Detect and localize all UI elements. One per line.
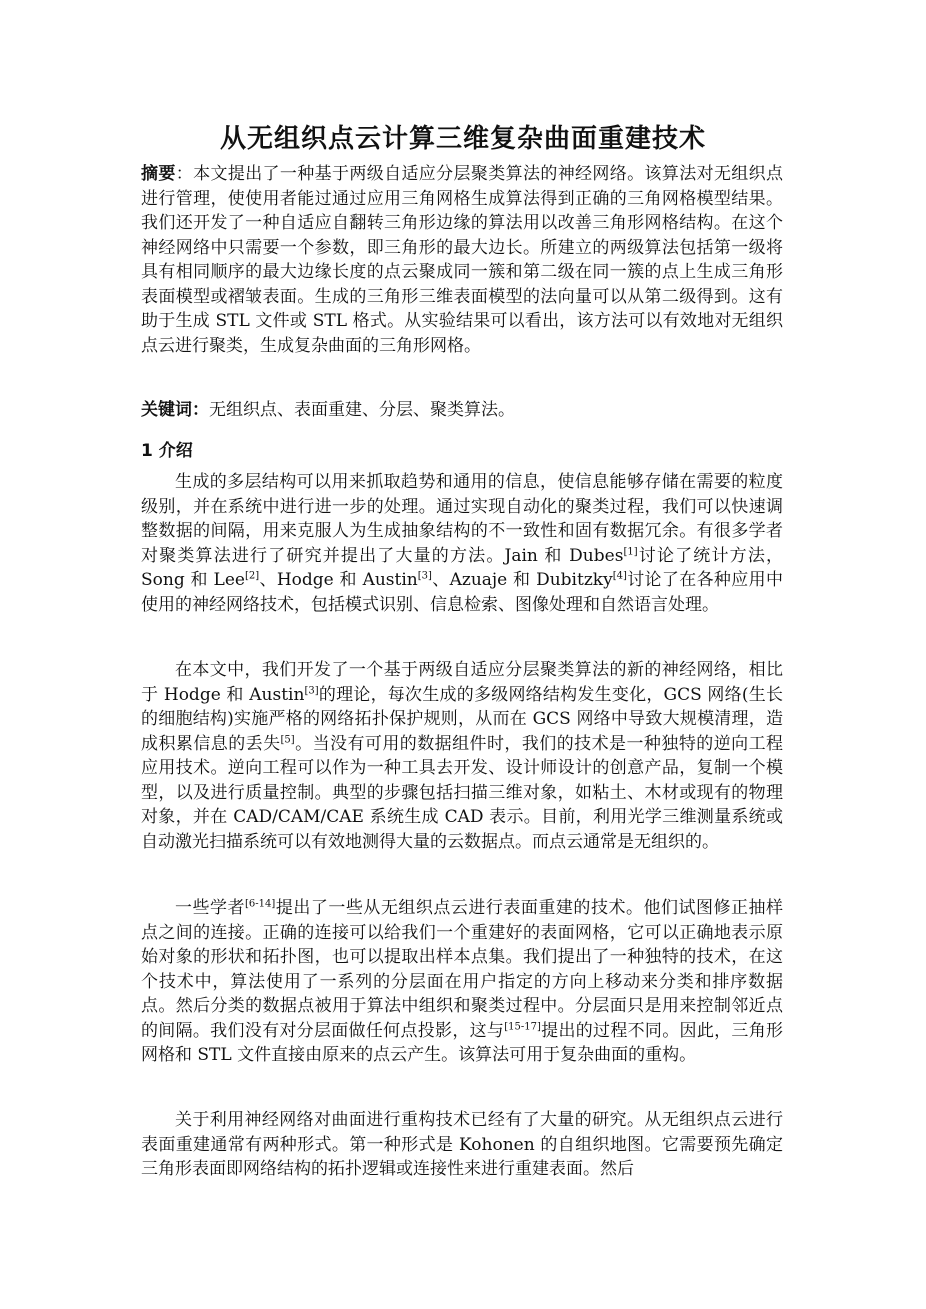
- citation-ref: [4]: [612, 570, 627, 582]
- citation-ref: [3]: [417, 570, 432, 582]
- paragraph-text: 、Hodge 和 Austin: [259, 570, 418, 590]
- keywords-text: 无组织点、表面重建、分层、聚类算法。: [209, 400, 515, 420]
- paragraph-text: 在本文中，我们开发了一个基于两级自适应分层聚类算法的新的神经网络，相比于 Hodge 和 Austin: [141, 660, 783, 705]
- paragraph-text: 讨论了在各种应用中使用的神经网络技术，包括模式识别、信息检索、图像处理和自然语言处理。: [141, 570, 783, 615]
- citation-ref: [15-17]: [504, 1020, 541, 1032]
- citation-ref: [6-14]: [245, 898, 276, 910]
- paragraph-1: [141, 470, 783, 617]
- citation-ref: [5]: [280, 733, 295, 745]
- section-heading-introduction: 1 介绍: [141, 441, 193, 461]
- abstract-text: 本文提出了一种基于两级自适应分层聚类算法的神经网络。该算法对无组织点进行管理，使使用者能过通过应用三角网格生成算法得到正确的三角网格模型结果。我们还开发了一种自适应自翻转三角形边缘的算法用以改善三角形网格结构。在这个神经网络中只需要一个参数，即三角形的最大边长。所建立的两级算法包括第一级将具有相同顺序的最大边缘长度的点云聚成同一簇和第二级在同一簇的点上生成三角形表面模型或褶皱表面。生成的三角形三维表面模型的法向量可以从第二级得到。这有助于生成 STL 文件或 STL 格式。从实验结果可以看出，该方法可以有效地对无组织点云进行聚类，生成复杂曲面的三角形网格。: [141, 164, 784, 356]
- paragraph-text: 提出的过程不同。因此，三角形网格和 STL 文件直接由原来的点云产生。该算法可用于复杂曲面的重构。: [141, 1020, 784, 1065]
- paragraph-text: 提出了一些从无组织点云进行表面重建的技术。他们试图修正抽样点之间的连接。正确的连接可以给我们一个重建好的表面网格，它可以正确地表示原始对象的形状和拓扑图，也可以提取出样本点集。我们提出了一种独特的技术，在这个技术中，算法使用了一系列的分层面在用户指定的方向上移动来分类和排序数据点。然后分类的数据点被用于算法中组织和聚类过程中。分层面只是用来控制邻近点的间隔。我们没有对分层面做任何点投影，这与: [141, 898, 784, 1041]
- paragraph-text: 一些学者: [175, 898, 246, 918]
- paragraph-text: 生成的多层结构可以用来抓取趋势和通用的信息，使信息能够存储在需要的粒度级别，并在系统中进行进一步的处理。通过实现自动化的聚类过程，我们可以快速调整数据的间隔，用来克服人为生成抽象结构的不一致性和固有数据冗余。有很多学者对聚类算法进行了研究并提出了大量的方法。Jain 和 Dubes: [141, 472, 783, 566]
- paper-title: 从无组织点云计算三维复杂曲面重建技术: [219, 124, 706, 154]
- paragraph-2: [141, 658, 783, 854]
- paragraph-text: 关于利用神经网络对曲面进行重构技术已经有了大量的研究。从无组织点云进行表面重建通常有两种形式。第一种形式是 Kohonen 的自组织地图。它需要预先确定三角形表面即网络结构的拓扑逻辑或连接性来进行重建表面。然后: [141, 1110, 783, 1179]
- keywords-label: 关键词：: [141, 400, 209, 420]
- abstract-colon: ：: [175, 164, 194, 184]
- paragraph-text: 。当没有可用的数据组件时，我们的技术是一种独特的逆向工程应用技术。逆向工程可以作为一种工具去开发、设计师设计的创意产品，复制一个模型，以及进行质量控制。典型的步骤包括扫描三维对象，如粘土、木材或现有的物理对象，并在 CAD/CAM/CAE 系统生成 CAD 表示。目前，利用光学三维测量系统或自动激光扫描系统可以有效地测得大量的云数据点。而点云通常是无组织的。: [141, 733, 784, 852]
- paragraph-text: 的理论，每次生成的多级网络结构发生变化，GCS 网络(生长的细胞结构)实施严格的网络拓扑保护规则，从而在 GCS 网络中导致大规模清理，造成积累信息的丢失: [141, 684, 784, 754]
- paragraph-3: [141, 896, 783, 1068]
- paragraph-text: 讨论了统计方法，Song 和 Lee: [141, 545, 784, 590]
- abstract-label: 摘要: [141, 164, 176, 184]
- citation-ref: [1]: [623, 545, 638, 557]
- citation-ref: [2]: [244, 570, 260, 582]
- paragraph-4: [141, 1108, 783, 1182]
- citation-ref: [3]: [304, 684, 319, 696]
- paragraph-text: 、Azuaje 和 Dubitzky: [431, 570, 613, 590]
- abstract: [141, 162, 783, 358]
- keywords: [141, 398, 783, 423]
